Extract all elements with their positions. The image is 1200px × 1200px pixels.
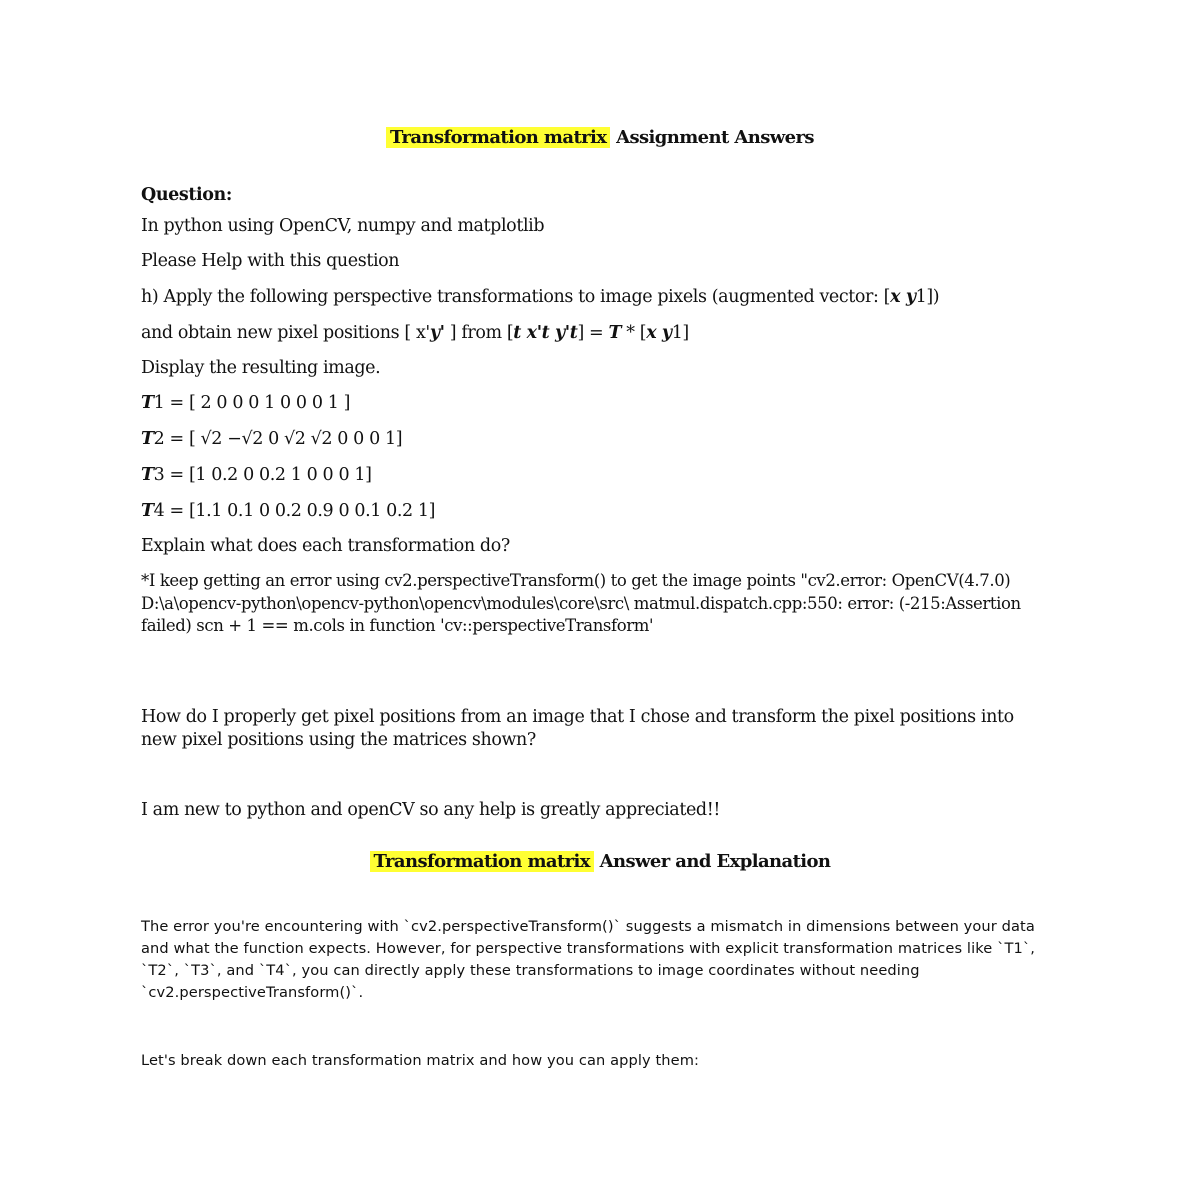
matrix-t1: T1 = [ 2 0 0 0 1 0 0 0 1 ]: [141, 393, 351, 413]
answer-paragraph-2: Let's break down each transformation matrix and how you can apply them:: [141, 1052, 700, 1069]
answer-title-rest: Answer and Explanation: [593, 851, 831, 872]
new-user-note: I am new to python and openCV so any help is greatly appreciated!!: [141, 800, 720, 820]
matrix-t3: T3 = [1 0.2 0 0.2 1 0 0 0 1]: [141, 465, 372, 485]
error-note: *I keep getting an error using cv2.perspectiveTransform() to get the image points "cv2.error: OpenCV(4.7.0) D:\a\opencv-python\opencv-python\opencv\modules\core\src\ matmul.dispatch.cpp:550: error: (-215:Assertion failed) scn + 1 == m.cols in function 'cv::perspectiveTransform': [141, 571, 1021, 635]
question-label: Question:: [141, 185, 232, 205]
question-line-2: Please Help with this question: [141, 251, 400, 271]
answer-title-highlight: Transformation matrix: [370, 851, 594, 872]
how-to-question: How do I properly get pixel positions from an image that I chose and transform the pixel positions into new pixel positions using the matrices shown?: [141, 707, 1014, 750]
question-line-5: Display the resulting image.: [141, 358, 381, 378]
title-rest: Assignment Answers: [610, 127, 814, 148]
matrix-t4: T4 = [1.1 0.1 0 0.2 0.9 0 0.1 0.2 1]: [141, 501, 436, 521]
answer-paragraph-1: The error you're encountering with `cv2.perspectiveTransform()` suggests a mismatch in dimensions between your data and what the function expects. However, for perspective transformations with explicit transformation matrices like `T1`, `T2`, `T3`, and `T4`, you can directly apply these transformations to image coordinates without needing `cv2.perspectiveTransform()`.: [141, 918, 1036, 1001]
document-title: [0, 127, 1200, 148]
question-line-4: and obtain new pixel positions [ x'y' ] from [t x't y't] = T * [x y1]: [141, 323, 689, 343]
title-highlight: Transformation matrix: [386, 127, 610, 148]
answer-title: [0, 851, 1200, 872]
question-line-3: h) Apply the following perspective transformations to image pixels (augmented vector: [x y1]): [141, 287, 940, 307]
question-line-1: In python using OpenCV, numpy and matplotlib: [141, 216, 545, 236]
document-page: [141, 0, 1061, 1200]
explain-line: Explain what does each transformation do?: [141, 536, 510, 556]
matrix-t2: T2 = [ √2 −√2 0 √2 √2 0 0 0 1]: [141, 429, 403, 449]
